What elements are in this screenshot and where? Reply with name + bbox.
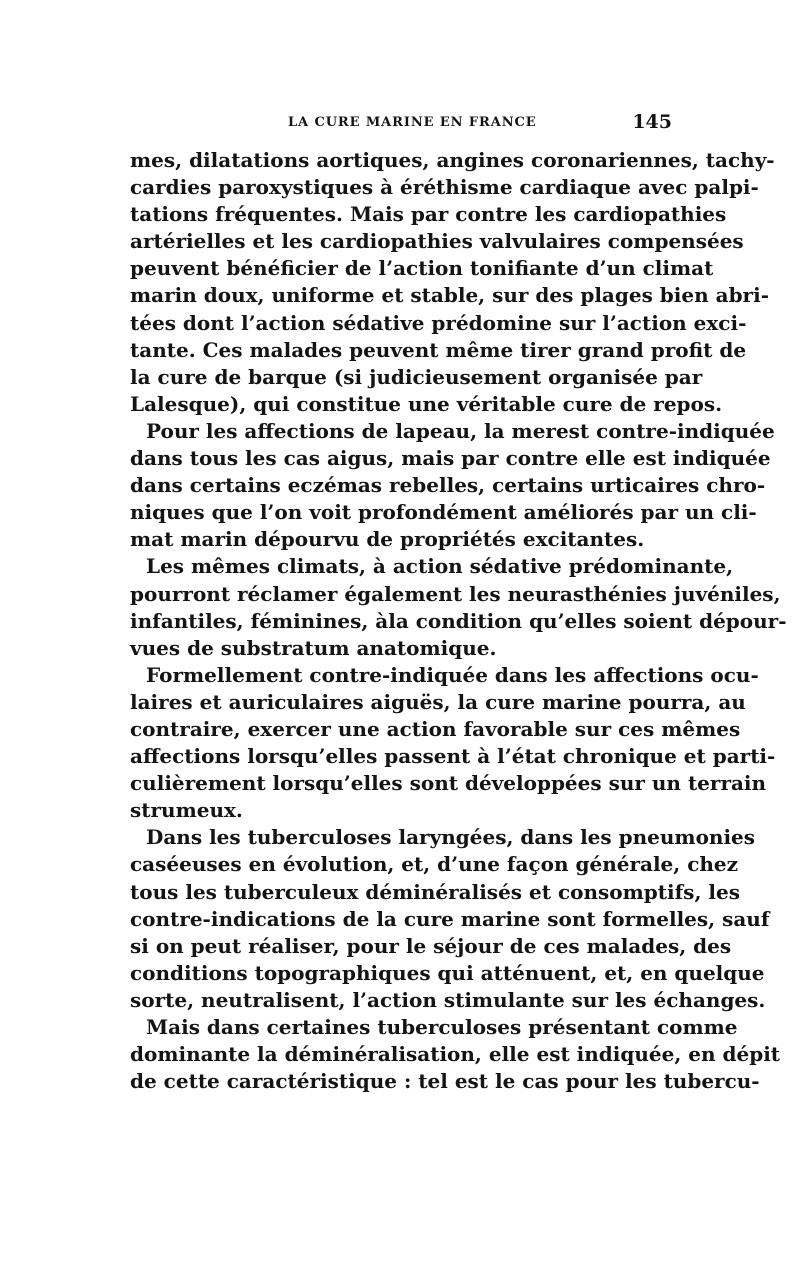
text-line: de cette caractéristique : tel est le cas pour les tubercu- <box>130 1069 760 1094</box>
text-line: strumeux. <box>130 798 243 823</box>
text-line: tations fréquentes. Mais par contre les cardiopathies <box>130 202 727 227</box>
text-line: caséeuses en évolution, et, d’une façon générale, chez <box>130 852 738 877</box>
text-line: mes, dilatations aortiques, angines coronariennes, tachy- <box>130 148 775 172</box>
text-line: marin doux, uniforme et stable, sur des plages bien abri- <box>130 283 769 308</box>
text-line: la cure de barque (si judicieusement organisée par <box>130 364 703 389</box>
page-header <box>130 113 672 137</box>
text-line: Les mêmes climats, à action sédative prédominante, <box>146 554 734 579</box>
text-line: artérielles et les cardiopathies valvulaires compensées <box>130 229 744 254</box>
text-line: dans certains eczémas rebelles, certains urticaires chro- <box>130 473 766 498</box>
text-line: Formellement contre-indiquée dans les affections ocu- <box>146 662 759 687</box>
text-line: tées dont l’action sédative prédomine sur l’action exci- <box>130 310 747 335</box>
text-line: mat marin dépourvu de propriétés excitantes. <box>130 527 645 552</box>
text-line: sorte, neutralisent, l’action stimulante sur les échanges. <box>130 987 766 1012</box>
body-text <box>130 147 787 1127</box>
text-line: pourront réclamer également les neurasthénies juvéniles, <box>130 581 781 606</box>
text-line: Mais dans certaines tuberculoses présentant comme <box>146 1015 738 1039</box>
text-line: tante. Ces malades peuvent même tirer grand profit de <box>130 337 747 362</box>
text-line: Pour les affections de lapeau, la merest contre-indiquée <box>146 418 775 443</box>
text-line: niques que l’on voit profondément améliorés par un cli- <box>130 500 757 525</box>
text-line: Lalesque), qui constitue une véritable cure de repos. <box>130 391 723 416</box>
text-line: conditions topographiques qui atténuent, et, en quelque <box>130 960 765 985</box>
text-line: dans tous les cas aigus, mais par contre elle est indiquée <box>130 446 771 471</box>
text-line: si on peut réaliser, pour le séjour de ces malades, des <box>130 933 732 958</box>
text-line: culièrement lorsqu’elles sont développées sur un terrain <box>130 771 767 796</box>
text-line: peuvent bénéficier de l’action tonifiante d’un climat <box>130 256 714 281</box>
text-line: contre-indications de la cure marine sont formelles, sauf <box>130 906 770 931</box>
text-line: affections lorsqu’elles passent à l’état chronique et parti- <box>130 744 776 769</box>
text-line: Dans les tuberculoses laryngées, dans les pneumonies <box>146 825 756 850</box>
page-number: 145 <box>632 111 672 133</box>
running-title: LA CURE MARINE EN FRANCE <box>288 115 537 130</box>
text-line: tous les tuberculeux déminéralisés et consomptifs, les <box>130 879 740 904</box>
text-line: vues de substratum anatomique. <box>130 635 497 660</box>
text-line: infantiles, féminines, àla condition qu’elles soient dépour- <box>130 608 787 633</box>
text-line: contraire, exercer une action favorable sur ces mêmes <box>130 716 741 741</box>
text-line: dominante la déminéralisation, elle est indiquée, en dépit <box>130 1042 781 1067</box>
text-line: cardies paroxystiques à éréthisme cardiaque avec palpi- <box>130 175 759 200</box>
text-line: laires et auriculaires aiguës, la cure marine pourra, au <box>130 689 746 714</box>
